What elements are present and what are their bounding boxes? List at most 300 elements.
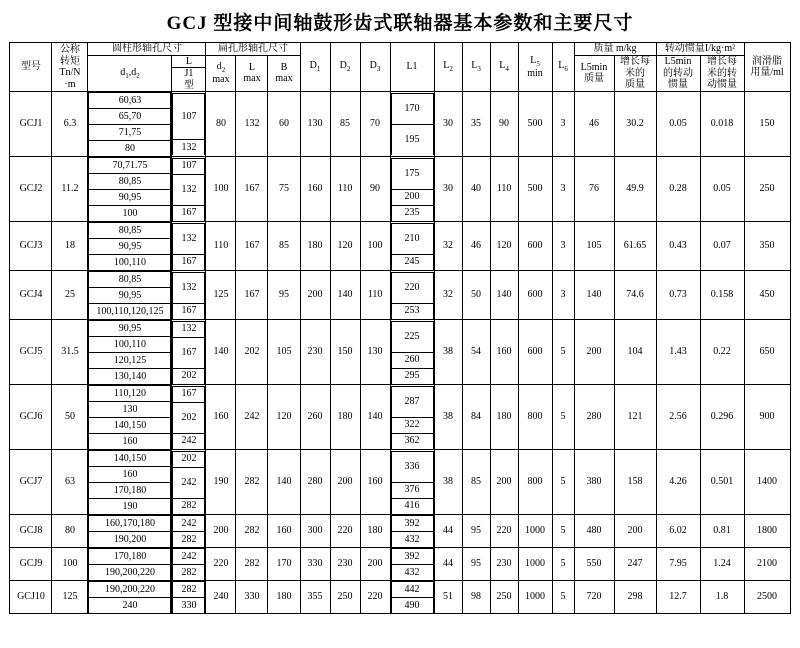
cell-L1-item: 210	[391, 223, 433, 254]
cell-L1-wrap	[390, 320, 434, 385]
header-inertia-L5min: L5min 的转动 惯量	[656, 55, 700, 92]
header-cyl-L: L	[172, 55, 206, 68]
cell-flat-d2: 100	[206, 157, 236, 222]
cell-L1-wrap	[390, 222, 434, 271]
cell-cyl-d-wrap	[88, 92, 172, 157]
cell-cyl-d-wrap	[88, 320, 172, 385]
cell-D1: 160	[300, 157, 330, 222]
cell-oil: 900	[744, 385, 790, 450]
header-torque: 公称 转矩 Tn/N ·m	[52, 43, 88, 92]
cell-flat-B: 105	[268, 320, 300, 385]
cell-L1-item: 260	[391, 352, 433, 368]
cell-L4: 90	[490, 92, 518, 157]
cell-cyl-d-item: 80,85	[89, 174, 171, 190]
cell-D3: 90	[360, 157, 390, 222]
cell-D1: 180	[300, 222, 330, 271]
cell-L3: 46	[462, 222, 490, 271]
header-cyl-J1: J1 型	[172, 68, 206, 92]
table-row	[10, 222, 790, 271]
cell-L1-item: 376	[391, 482, 433, 498]
cell-inertia-L5min: 0.05	[656, 92, 700, 157]
cell-L2: 32	[434, 271, 462, 320]
cell-cyl-d-item: 110,120	[89, 386, 171, 402]
cell-L2: 44	[434, 548, 462, 581]
cell-cyl-L-item: 167	[173, 205, 205, 221]
cell-cyl-L-item: 330	[173, 598, 205, 614]
cell-inertia-L5min: 2.56	[656, 385, 700, 450]
cell-L1-wrap	[390, 548, 434, 581]
cell-cyl-d-wrap	[88, 515, 172, 548]
cell-mass-per-meter: 61.65	[614, 222, 656, 271]
cell-cyl-L-item: 282	[173, 532, 205, 548]
header-L2: $L_2$	[434, 43, 462, 92]
cell-L5min: 500	[518, 92, 552, 157]
cell-L2: 38	[434, 450, 462, 515]
cell-flat-L: 282	[236, 450, 268, 515]
cell-oil: 2100	[744, 548, 790, 581]
cell-cyl-d-item: 90,95	[89, 288, 171, 304]
cell-flat-L: 202	[236, 320, 268, 385]
cell-mass-per-meter: 200	[614, 515, 656, 548]
cell-cyl-d-item: 160	[89, 467, 171, 483]
cell-cyl-d-item: 170,180	[89, 483, 171, 499]
cell-inertia-L5min: 0.28	[656, 157, 700, 222]
table-row	[10, 515, 790, 548]
cell-inertia-L5min: 6.02	[656, 515, 700, 548]
cell-cyl-d-item: 240	[89, 598, 171, 614]
cell-cyl-L-wrap	[172, 92, 206, 157]
cell-flat-L: 282	[236, 515, 268, 548]
cell-flat-d2: 160	[206, 385, 236, 450]
cell-L2: 32	[434, 222, 462, 271]
header-row-1	[10, 43, 790, 56]
header-flat-d2: $d_2$ max	[206, 55, 236, 92]
cell-L6: 3	[552, 222, 574, 271]
cell-L1-item: 220	[391, 272, 433, 303]
cell-cyl-L-item: 132	[173, 223, 205, 254]
cell-D2: 110	[330, 157, 360, 222]
table-row	[10, 581, 790, 614]
cell-L1-wrap	[390, 450, 434, 515]
cell-L3: 35	[462, 92, 490, 157]
cell-cyl-L-item: 242	[173, 467, 205, 498]
cell-torque: 100	[52, 548, 88, 581]
cell-flat-L: 242	[236, 385, 268, 450]
page-title: GCJ 型接中间轴鼓形齿式联轴器基本参数和主要尺寸	[166, 13, 634, 34]
cell-L6: 5	[552, 515, 574, 548]
cell-cyl-d-item: 130	[89, 402, 171, 418]
header-flat-L: L max	[236, 55, 268, 92]
cell-L3: 85	[462, 450, 490, 515]
cell-cyl-d-item: 80,85	[89, 272, 171, 288]
cell-cyl-d-item: 80,85	[89, 223, 171, 239]
cell-oil: 450	[744, 271, 790, 320]
cell-cyl-d	[88, 581, 171, 613]
header-cylindrical-group: 圆柱形轴孔尺寸	[88, 43, 206, 56]
cell-torque: 80	[52, 515, 88, 548]
cell-L1	[391, 321, 434, 384]
cell-D2: 85	[330, 92, 360, 157]
cell-cyl-d-item: 71,75	[89, 125, 171, 141]
cell-L1-item: 170	[391, 94, 433, 125]
cell-L1-item: 235	[391, 205, 433, 221]
header-cyl-d: $d_1,d_2$	[88, 55, 172, 92]
header-flat-B: B max	[268, 55, 300, 92]
cell-cyl-L	[172, 158, 205, 221]
cell-flat-B: 95	[268, 271, 300, 320]
cell-L6: 5	[552, 450, 574, 515]
cell-inertia-L5min: 0.73	[656, 271, 700, 320]
cell-D1: 230	[300, 320, 330, 385]
cell-cyl-d-wrap	[88, 385, 172, 450]
cell-L5min: 600	[518, 222, 552, 271]
cell-L1-item: 392	[391, 516, 433, 532]
cell-cyl-d-item: 60,63	[89, 93, 171, 109]
cell-cyl-d	[88, 222, 171, 270]
cell-L3: 98	[462, 581, 490, 614]
cell-L1-item: 287	[391, 386, 433, 417]
cell-cyl-d-wrap	[88, 548, 172, 581]
cell-cyl-d-item: 100,110,120,125	[89, 304, 171, 320]
cell-D2: 140	[330, 271, 360, 320]
cell-cyl-d-item: 120,125	[89, 353, 171, 369]
cell-torque: 50	[52, 385, 88, 450]
cell-cyl-d-item: 190,200	[89, 532, 171, 548]
cell-L1-item: 195	[391, 125, 433, 156]
table-row	[10, 157, 790, 222]
cell-cyl-L-item: 242	[173, 516, 205, 532]
cell-L4: 110	[490, 157, 518, 222]
cell-L1-item: 245	[391, 254, 433, 270]
cell-flat-L: 167	[236, 222, 268, 271]
cell-L3: 40	[462, 157, 490, 222]
cell-L1	[391, 581, 434, 613]
cell-L2: 51	[434, 581, 462, 614]
cell-mass-per-meter: 121	[614, 385, 656, 450]
cell-torque: 31.5	[52, 320, 88, 385]
cell-flat-B: 160	[268, 515, 300, 548]
cell-L2: 38	[434, 320, 462, 385]
cell-torque: 18	[52, 222, 88, 271]
cell-cyl-L	[172, 223, 205, 270]
cell-D2: 180	[330, 385, 360, 450]
cell-L1-item: 442	[391, 582, 433, 598]
cell-inertia-per-meter: 0.05	[700, 157, 744, 222]
cell-inertia-per-meter: 0.22	[700, 320, 744, 385]
cell-torque: 63	[52, 450, 88, 515]
cell-mass-per-meter: 104	[614, 320, 656, 385]
cell-model: GCJ10	[10, 581, 52, 614]
cell-inertia-per-meter: 1.8	[700, 581, 744, 614]
cell-L4: 230	[490, 548, 518, 581]
cell-inertia-L5min: 7.95	[656, 548, 700, 581]
cell-inertia-per-meter: 0.81	[700, 515, 744, 548]
cell-cyl-L-item: 242	[173, 549, 205, 565]
cell-mass-L5min: 140	[574, 271, 614, 320]
cell-cyl-d-item: 100	[89, 206, 171, 222]
cell-cyl-L	[172, 386, 205, 449]
cell-cyl-L-item: 107	[173, 94, 205, 140]
cell-flat-L: 167	[236, 157, 268, 222]
header-L3: $L_3$	[462, 43, 490, 92]
cell-inertia-per-meter: 1.24	[700, 548, 744, 581]
table-row	[10, 450, 790, 515]
cell-cyl-L-wrap	[172, 320, 206, 385]
cell-oil: 2500	[744, 581, 790, 614]
cell-cyl-L-wrap	[172, 515, 206, 548]
cell-L3: 95	[462, 515, 490, 548]
cell-cyl-d-item: 160,170,180	[89, 516, 171, 532]
cell-L1-item: 416	[391, 498, 433, 514]
cell-cyl-L-wrap	[172, 385, 206, 450]
cell-cyl-d-item: 90,95	[89, 321, 171, 337]
cell-torque: 25	[52, 271, 88, 320]
cell-flat-d2: 110	[206, 222, 236, 271]
cell-cyl-d-wrap	[88, 581, 172, 614]
cell-torque: 125	[52, 581, 88, 614]
table-row	[10, 271, 790, 320]
cell-mass-L5min: 76	[574, 157, 614, 222]
cell-flat-B: 60	[268, 92, 300, 157]
cell-inertia-per-meter: 0.158	[700, 271, 744, 320]
table-body	[10, 92, 790, 614]
cell-L1-wrap	[390, 157, 434, 222]
header-mass-L5min: L5min 质量	[574, 55, 614, 92]
cell-D3: 70	[360, 92, 390, 157]
cell-L1	[391, 451, 434, 514]
cell-cyl-L-item: 167	[173, 386, 205, 402]
cell-D1: 130	[300, 92, 330, 157]
cell-flat-L: 330	[236, 581, 268, 614]
header-model: 型号	[10, 43, 52, 92]
cell-L3: 54	[462, 320, 490, 385]
cell-cyl-d-wrap	[88, 450, 172, 515]
cell-cyl-d-item: 80	[89, 141, 171, 157]
cell-mass-per-meter: 74.6	[614, 271, 656, 320]
header-L6: $L_6$	[552, 43, 574, 92]
cell-L5min: 500	[518, 157, 552, 222]
cell-torque: 6.3	[52, 92, 88, 157]
cell-mass-L5min: 720	[574, 581, 614, 614]
cell-cyl-d-item: 100,110	[89, 255, 171, 271]
cell-D3: 130	[360, 320, 390, 385]
cell-L4: 200	[490, 450, 518, 515]
cell-L3: 50	[462, 271, 490, 320]
cell-cyl-d	[88, 320, 171, 384]
cell-cyl-d-item: 140,150	[89, 451, 171, 467]
cell-cyl-L-item: 107	[173, 158, 205, 174]
cell-L5min: 1000	[518, 515, 552, 548]
cell-cyl-d	[88, 271, 171, 319]
cell-inertia-L5min: 0.43	[656, 222, 700, 271]
cell-D2: 230	[330, 548, 360, 581]
cell-cyl-d	[88, 548, 171, 580]
cell-L1-item: 490	[391, 598, 433, 614]
header-L5min: $L_5$ min	[518, 43, 552, 92]
cell-D3: 180	[360, 515, 390, 548]
cell-L6: 5	[552, 320, 574, 385]
cell-L1	[391, 548, 434, 580]
cell-oil: 350	[744, 222, 790, 271]
cell-model: GCJ5	[10, 320, 52, 385]
cell-L1-item: 362	[391, 433, 433, 449]
cell-mass-L5min: 105	[574, 222, 614, 271]
cell-cyl-d-item: 90,95	[89, 239, 171, 255]
cell-L1	[391, 93, 434, 155]
cell-L2: 38	[434, 385, 462, 450]
cell-oil: 150	[744, 92, 790, 157]
cell-mass-per-meter: 247	[614, 548, 656, 581]
cell-inertia-L5min: 1.43	[656, 320, 700, 385]
table-row	[10, 385, 790, 450]
cell-D1: 330	[300, 548, 330, 581]
cell-L1	[391, 272, 434, 319]
cell-L5min: 1000	[518, 548, 552, 581]
cell-L1-item: 432	[391, 532, 433, 548]
cell-cyl-L-item: 132	[173, 140, 205, 156]
cell-L1-item: 225	[391, 321, 433, 352]
cell-cyl-d	[88, 450, 171, 514]
header-inertia-per-meter: 增长每 米的转 动惯量	[700, 55, 744, 92]
cell-mass-per-meter: 158	[614, 450, 656, 515]
cell-D1: 300	[300, 515, 330, 548]
cell-L1-item: 200	[391, 189, 433, 205]
cell-L1-wrap	[390, 92, 434, 157]
cell-oil: 1800	[744, 515, 790, 548]
cell-L3: 84	[462, 385, 490, 450]
table-header	[10, 43, 790, 92]
cell-cyl-L	[172, 581, 205, 613]
cell-L1-item: 432	[391, 565, 433, 581]
cell-L1-item: 322	[391, 417, 433, 433]
cell-cyl-L-item: 167	[173, 303, 205, 319]
cell-cyl-d	[88, 157, 171, 221]
cell-flat-d2: 200	[206, 515, 236, 548]
cell-model: GCJ1	[10, 92, 52, 157]
cell-L2: 30	[434, 92, 462, 157]
cell-L6: 3	[552, 92, 574, 157]
cell-mass-per-meter: 49.9	[614, 157, 656, 222]
cell-L5min: 800	[518, 450, 552, 515]
cell-L5min: 600	[518, 271, 552, 320]
cell-D2: 200	[330, 450, 360, 515]
cell-cyl-L	[172, 272, 205, 319]
cell-L3: 95	[462, 548, 490, 581]
cell-D2: 250	[330, 581, 360, 614]
cell-oil: 650	[744, 320, 790, 385]
cell-cyl-d-item: 100,110	[89, 337, 171, 353]
cell-L1-item: 392	[391, 549, 433, 565]
cell-cyl-d-wrap	[88, 157, 172, 222]
cell-L4: 140	[490, 271, 518, 320]
cell-inertia-per-meter: 0.501	[700, 450, 744, 515]
cell-cyl-L-wrap	[172, 271, 206, 320]
cell-cyl-L-wrap	[172, 450, 206, 515]
cell-cyl-d-item: 190,200,220	[89, 582, 171, 598]
cell-D2: 220	[330, 515, 360, 548]
cell-cyl-d-item: 130,140	[89, 369, 171, 385]
cell-cyl-d-wrap	[88, 222, 172, 271]
cell-cyl-d-item: 70,71.75	[89, 158, 171, 174]
cell-inertia-per-meter: 0.018	[700, 92, 744, 157]
cell-torque: 11.2	[52, 157, 88, 222]
cell-cyl-L	[172, 451, 205, 514]
cell-cyl-L-item: 132	[173, 174, 205, 205]
cell-L1-item: 295	[391, 368, 433, 384]
cell-cyl-L-item: 202	[173, 402, 205, 433]
cell-D3: 110	[360, 271, 390, 320]
cell-D3: 100	[360, 222, 390, 271]
cell-model: GCJ8	[10, 515, 52, 548]
cell-flat-B: 120	[268, 385, 300, 450]
cell-D3: 140	[360, 385, 390, 450]
cell-L1-wrap	[390, 385, 434, 450]
cell-L1	[391, 158, 434, 221]
cell-L4: 180	[490, 385, 518, 450]
cell-cyl-d-item: 140,150	[89, 418, 171, 434]
cell-mass-per-meter: 30.2	[614, 92, 656, 157]
header-D1: $D_1$	[300, 43, 330, 92]
table-row	[10, 320, 790, 385]
cell-mass-L5min: 550	[574, 548, 614, 581]
header-mass-group: 质量 m/kg	[574, 43, 656, 56]
cell-cyl-d-item: 90,95	[89, 190, 171, 206]
cell-L4: 160	[490, 320, 518, 385]
cell-flat-L: 132	[236, 92, 268, 157]
cell-inertia-per-meter: 0.296	[700, 385, 744, 450]
table-row	[10, 548, 790, 581]
cell-L1-item: 253	[391, 303, 433, 319]
cell-cyl-d-item: 190,200,220	[89, 565, 171, 581]
cell-L6: 3	[552, 271, 574, 320]
header-D3: $D_3$	[360, 43, 390, 92]
cell-mass-L5min: 46	[574, 92, 614, 157]
cell-L5min: 800	[518, 385, 552, 450]
cell-cyl-L	[172, 548, 205, 580]
cell-cyl-L-wrap	[172, 222, 206, 271]
cell-mass-L5min: 280	[574, 385, 614, 450]
cell-D1: 280	[300, 450, 330, 515]
cell-cyl-L-item: 132	[173, 321, 205, 337]
cell-cyl-L	[172, 515, 205, 547]
cell-cyl-d-wrap	[88, 271, 172, 320]
cell-mass-L5min: 480	[574, 515, 614, 548]
cell-model: GCJ6	[10, 385, 52, 450]
cell-L1-item: 175	[391, 158, 433, 189]
cell-cyl-L-item: 132	[173, 272, 205, 303]
cell-flat-B: 180	[268, 581, 300, 614]
cell-cyl-L-item: 242	[173, 433, 205, 449]
specs-table	[9, 42, 790, 614]
cell-flat-L: 282	[236, 548, 268, 581]
cell-L1	[391, 386, 434, 449]
cell-flat-d2: 80	[206, 92, 236, 157]
cell-oil: 250	[744, 157, 790, 222]
cell-L6: 5	[552, 385, 574, 450]
cell-cyl-L	[172, 321, 205, 384]
cell-inertia-L5min: 12.7	[656, 581, 700, 614]
cell-L1-wrap	[390, 581, 434, 614]
cell-cyl-d-item: 160	[89, 434, 171, 450]
cell-L6: 5	[552, 548, 574, 581]
cell-model: GCJ2	[10, 157, 52, 222]
cell-flat-B: 140	[268, 450, 300, 515]
cell-D3: 160	[360, 450, 390, 515]
cell-mass-L5min: 200	[574, 320, 614, 385]
cell-cyl-L-wrap	[172, 157, 206, 222]
header-D2: $D_2$	[330, 43, 360, 92]
cell-L1-wrap	[390, 515, 434, 548]
